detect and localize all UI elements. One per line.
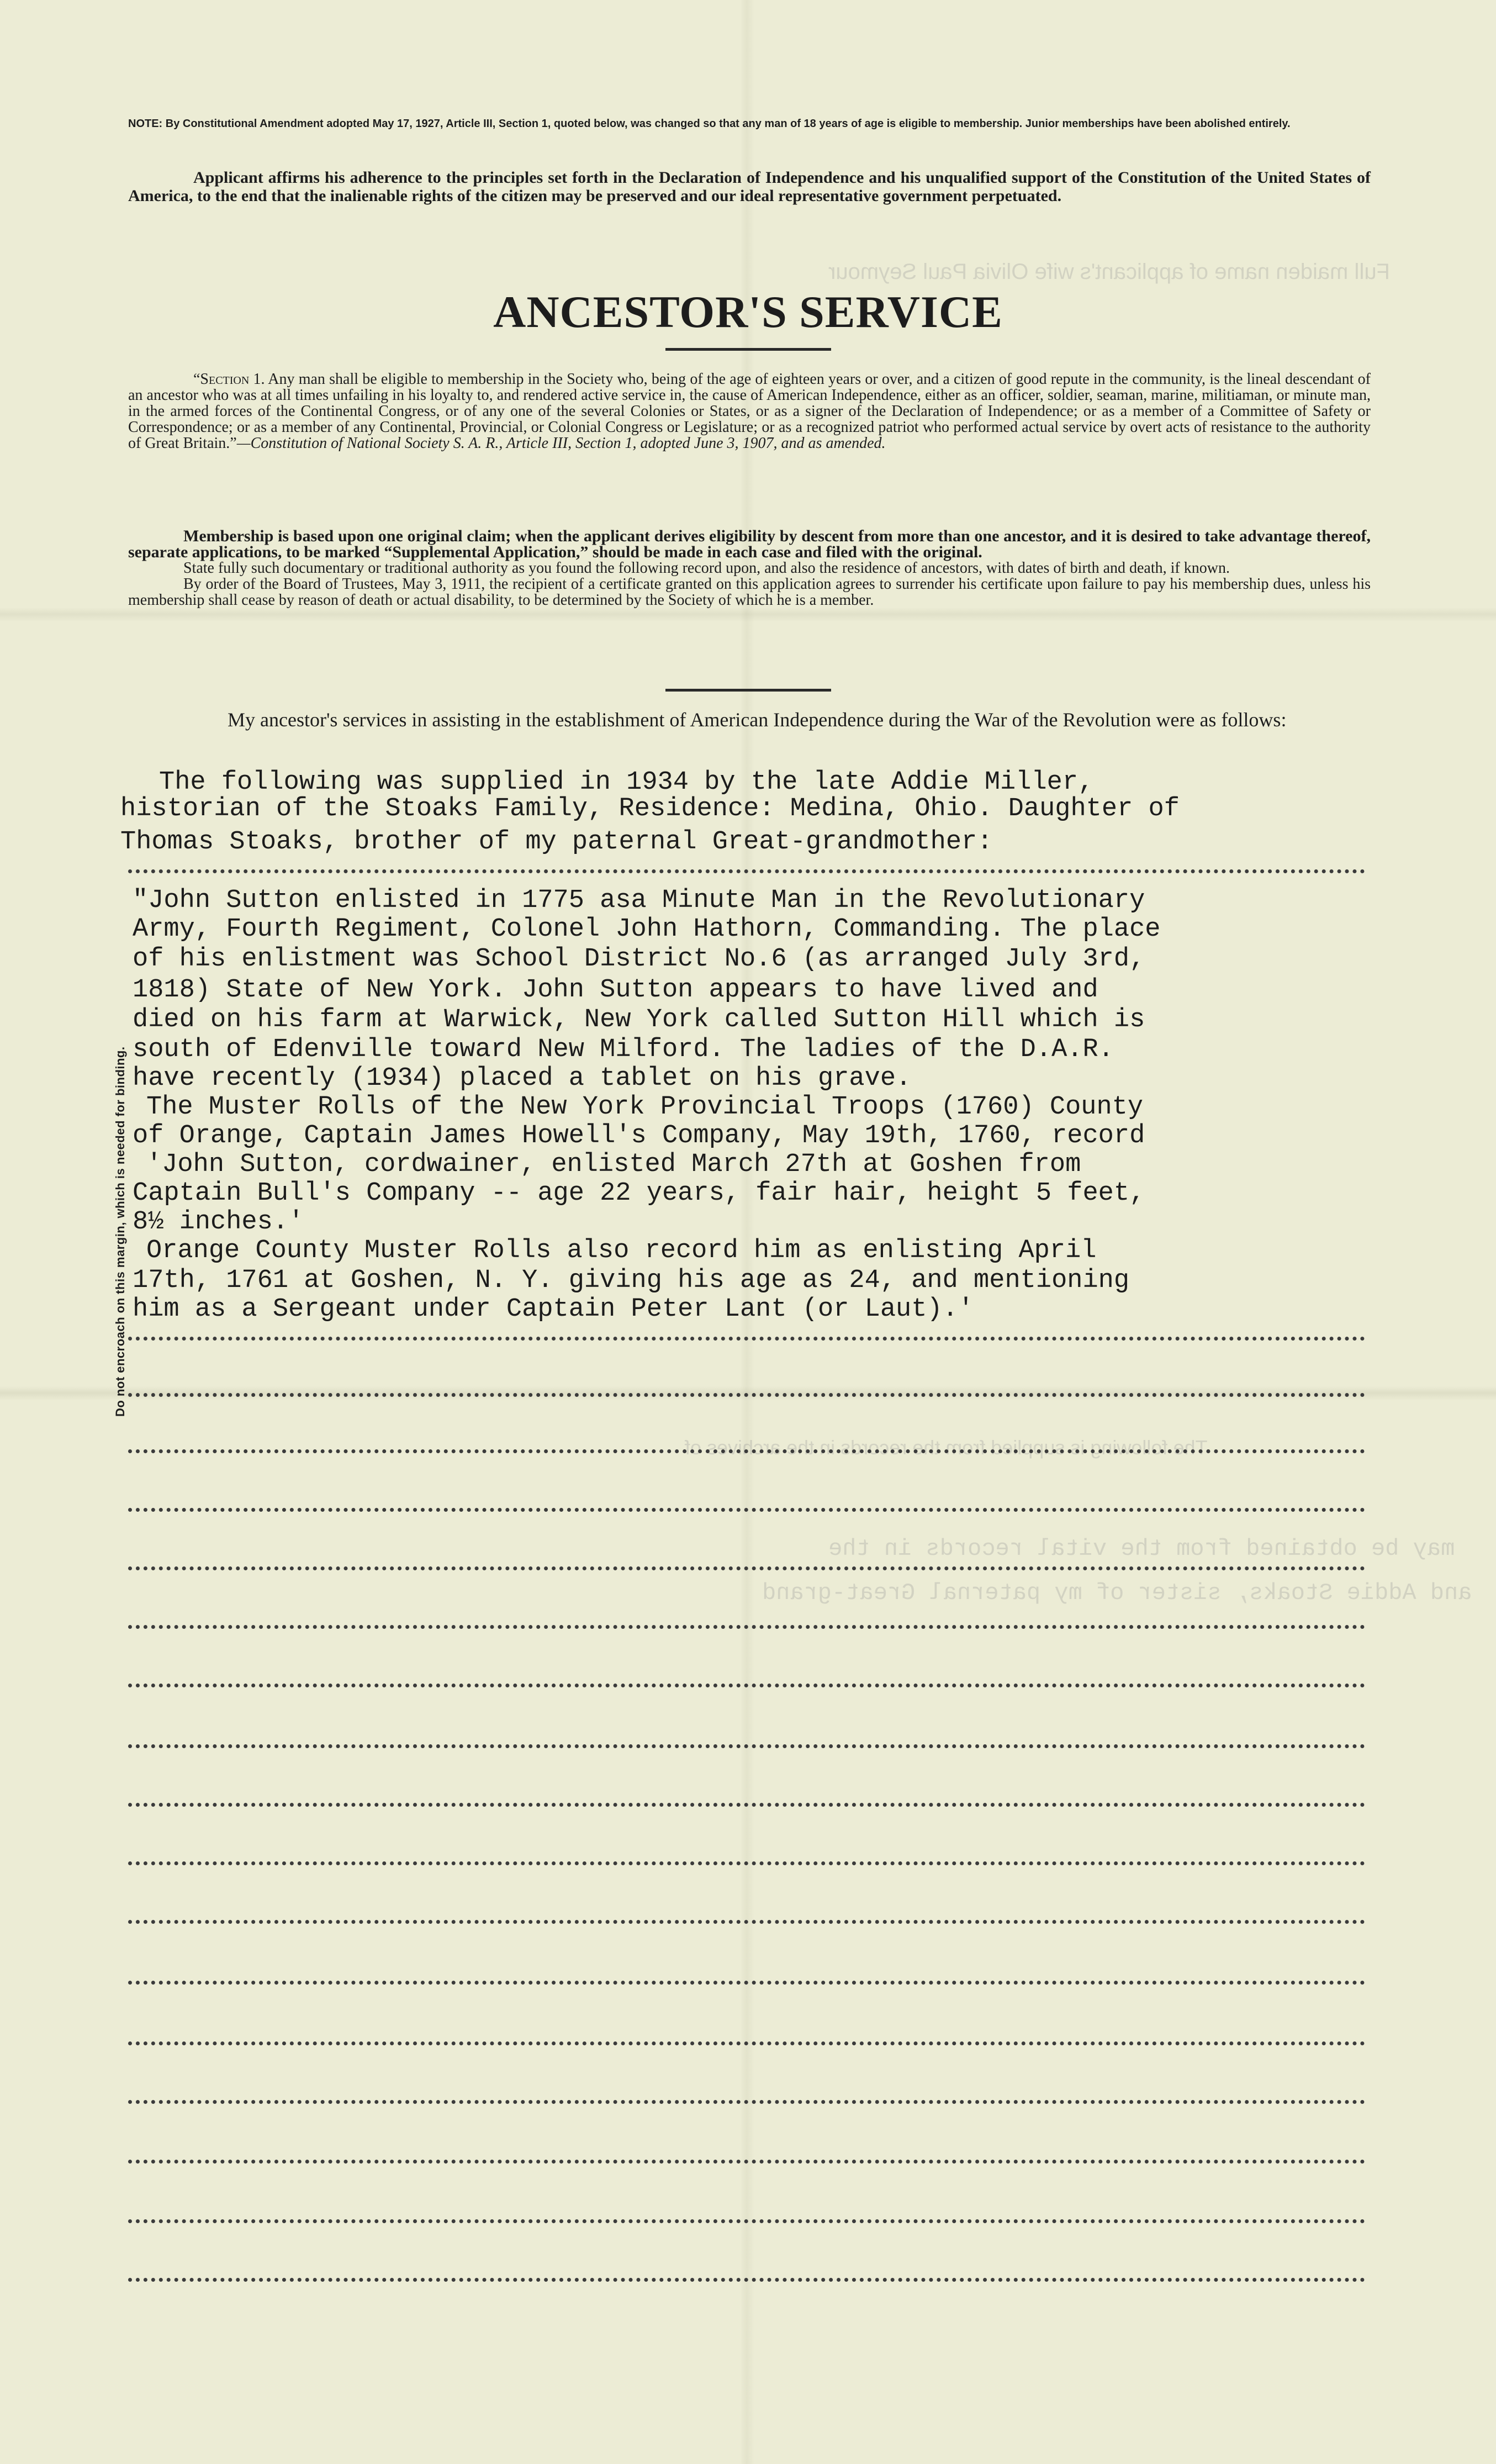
typed-line: historian of the Stoaks Family, Residence: Medina, Ohio. Daughter of (120, 794, 1180, 824)
typed-line: of his enlistment was School District No.6 (as arranged July 3rd, (133, 945, 1145, 974)
dotted-line (128, 869, 1365, 873)
dotted-line (128, 1861, 1365, 1865)
affirmation-paragraph: Applicant affirms his adherence to the principles set forth in the Declaration of Independence and his unqualified support of the Constitution of the United States of America, to the end that the inalienable rights of the citizen may be preserved and our ideal representative government perpetuated. (128, 168, 1371, 205)
bleed-through-line: The following is supplied from the records in the archives of (685, 1436, 1208, 1459)
dotted-line (128, 2219, 1365, 2223)
typed-line: The following was supplied in 1934 by the late Addie Miller, (159, 768, 1094, 797)
dotted-line (128, 2100, 1365, 2104)
amendment-note: NOTE: By Constitutional Amendment adopted May 17, 1927, Article III, Section 1, quoted below, was changed so that any man of 18 years of age is eligible to membership. Junior memberships have been abolished entirely. (128, 118, 1291, 130)
typed-line: Army, Fourth Regiment, Colonel John Hathorn, Commanding. The place (133, 915, 1161, 944)
typed-line: south of Edenville toward New Milford. The ladies of the D.A.R. (133, 1035, 1114, 1064)
dotted-line (128, 1803, 1365, 1807)
section-label: “Section 1. (193, 371, 265, 388)
dotted-line (128, 1566, 1365, 1570)
typed-line: Captain Bull's Company -- age 22 years, fair hair, height 5 feet, (133, 1179, 1145, 1208)
dotted-line (128, 1684, 1365, 1687)
title-rule (665, 348, 831, 351)
typed-line: 1818) State of New York. John Sutton appears to have lived and (133, 975, 1098, 1005)
dotted-line (128, 1449, 1365, 1453)
dotted-line (128, 1981, 1365, 1985)
page-title: ANCESTOR'S SERVICE (493, 287, 1003, 337)
membership-claim-paragraph: Membership is based upon one original claim; when the applicant derives eligibility by descent from more than one ancestor, and it is desired to take advantage thereof, separate applications, to be marked “Supplemental Application,” should be made in each case and filed with the original. (128, 527, 1371, 561)
membership-authority-paragraph: State fully such documentary or traditional authority as you found the following record upon, and also the residence of ancestors, with dates of birth and death, if known. (183, 560, 1230, 577)
section-citation: —Constitution of National Society S. A. R., Article III, Section 1, adopted June 3, 1907, and as amended. (236, 435, 886, 452)
membership-rules (128, 528, 1371, 608)
typed-line: The Muster Rolls of the New York Provincial Troops (1760) County (146, 1093, 1144, 1122)
bleed-through-line: Full maiden name of applicant's wife Olivia Paul Seymour (828, 260, 1390, 284)
dotted-line (128, 1744, 1365, 1748)
services-intro: My ancestor's services in assisting in the establishment of American Independence during the War of the Revolution were as follows: (228, 709, 1287, 731)
typed-line: Orange County Muster Rolls also record him as enlisting April (146, 1236, 1097, 1265)
bleed-through-line: and Addie Stoaks, sister of my paternal Great-grand (762, 1580, 1472, 1606)
constitution-section (128, 371, 1371, 451)
dotted-line (128, 1920, 1365, 1924)
typed-line: died on his farm at Warwick, New York called Sutton Hill which is (133, 1005, 1145, 1035)
typed-line: have recently (1934) placed a tablet on his grave. (133, 1064, 912, 1093)
typed-line: "John Sutton enlisted in 1775 asa Minute Man in the Revolutionary (133, 886, 1145, 915)
dotted-line (128, 1625, 1365, 1629)
typed-line: 17th, 1761 at Goshen, N. Y. giving his age as 24, and mentioning (133, 1266, 1130, 1295)
typed-line: 8½ inches.' (133, 1207, 304, 1237)
dotted-line (128, 2160, 1365, 2164)
dotted-line (128, 2041, 1365, 2045)
dotted-line (128, 1508, 1365, 1512)
dotted-line (128, 1393, 1365, 1397)
dotted-line (128, 2278, 1365, 2282)
binding-margin-note: Do not encroach on this margin, which is needed for binding. (113, 1046, 127, 1417)
typed-line: of Orange, Captain James Howell's Company, May 19th, 1760, record (133, 1121, 1145, 1151)
section-rule (665, 689, 831, 692)
typed-line: 'John Sutton, cordwainer, enlisted March 27th at Goshen from (146, 1150, 1081, 1179)
section-text: Any man shall be eligible to membership in the Society who, being of the age of eighteen years or over, and a citizen of good repute in the community, is the lineal descendant of an ancestor who was at all times unfailing in his loyalty to, and rendered active service in, the cause of American Independence, either as an officer, soldier, seaman, marine, militiaman, or minute man, in the armed forces of the Continental Congress, or of any one of the several Colonies or States, or as a signer of the Declaration of Independence; or as a member of a Committee of Safety or Correspondence; or as a member of any Continental, Provincial, or Colonial Congress or Legislature; or as a recognized patriot who performed actual service by overt acts of resistance to the authority of Great Britain.” (128, 371, 1371, 452)
membership-trustees-paragraph: By order of the Board of Trustees, May 3, 1911, the recipient of a certificate granted on this application agrees to surrender his certificate upon failure to pay his membership dues, unless his membership shall cease by reason of death or actual disability, to be determined by the Society of which he is a member. (128, 576, 1371, 609)
dotted-line (128, 1337, 1365, 1341)
typed-line: Thomas Stoaks, brother of my paternal Great-grandmother: (120, 827, 993, 857)
typed-line: him as a Sergeant under Captain Peter Lant (or Laut).' (133, 1295, 974, 1324)
bleed-through-line: may be obtained from the vital records in the (828, 1536, 1455, 1562)
